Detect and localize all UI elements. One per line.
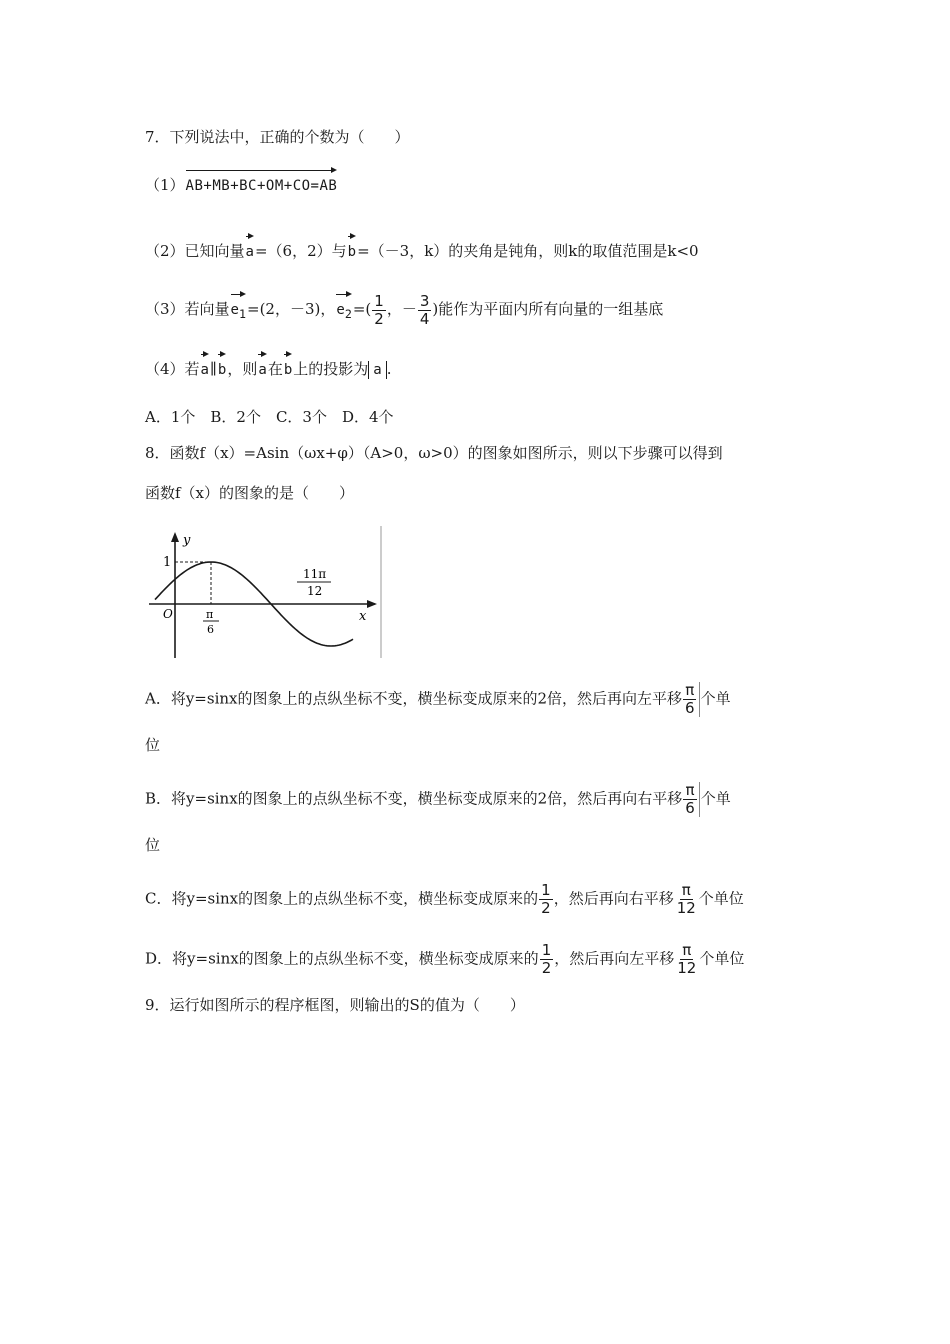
frac-den: 6 — [685, 799, 695, 817]
abs-vector-a: a — [368, 361, 386, 379]
frac-den: 12 — [677, 959, 697, 977]
vector-e2-sub: 2 — [344, 306, 352, 321]
vector-b: b — [348, 234, 356, 263]
q7-s4-end: . — [386, 360, 392, 378]
x-tick1-den: 6 — [207, 623, 214, 636]
fraction-one-half — [540, 942, 554, 977]
x-axis-label: x — [359, 609, 367, 624]
frac-den: 2 — [541, 899, 551, 917]
x-tick2-num: 11π — [303, 567, 327, 581]
vector-a: a — [258, 352, 266, 381]
q8-option-a-wrap: 位 — [145, 736, 161, 754]
x-tick2-den: 12 — [307, 584, 323, 598]
opt-c-mid: ，然后再向右平移 — [553, 889, 674, 908]
frac-den: 12 — [676, 899, 696, 917]
y-axis-arrow — [171, 532, 179, 542]
opt-b-tail: 个单 — [700, 789, 731, 808]
q7-s4-label: （4）若 — [145, 360, 200, 378]
q7-s3-label: （3）若向量 — [145, 300, 230, 318]
fraction-pi-over-12 — [675, 882, 698, 917]
frac-num: 1 — [541, 941, 552, 959]
parallel-symbol: ∥ — [209, 360, 217, 378]
y-axis-label: y — [183, 533, 191, 548]
q7-s1-label: （1） — [145, 176, 185, 194]
q7-stem: 7．下列说法中，正确的个数为（ ） — [145, 128, 410, 146]
opt-c-text: C．将y=sinx的图象上的点纵坐标不变，横坐标变成原来的 — [145, 889, 539, 908]
opt-d-mid: ，然后再向左平移 — [554, 949, 675, 968]
vector-e1 — [231, 292, 246, 325]
opt-a-tail: 个单 — [700, 689, 731, 708]
vector-e1-sub: 1 — [238, 306, 247, 321]
q7-statement-4 — [145, 352, 392, 381]
frac-den: 4 — [419, 309, 430, 328]
q7-s2-mid: =（6，2）与 — [254, 242, 347, 260]
opt-c-tail: 个单位 — [698, 889, 744, 908]
fraction-three-quarters — [418, 293, 432, 328]
q7-s4-mid2: 在 — [267, 360, 283, 378]
vector-e2-letter: e — [336, 302, 345, 318]
q9-stem: 9．运行如图所示的程序框图，则输出的S的值为（ ） — [145, 996, 525, 1014]
q8-option-d — [145, 942, 744, 977]
fraction-one-half — [539, 882, 553, 917]
origin-label: O — [163, 607, 173, 621]
q7-s3-tail: )能作为平面内所有向量的一组基底 — [432, 300, 664, 318]
frac-num: π — [681, 881, 691, 899]
q7-statement-1 — [145, 168, 338, 197]
frac-num: 3 — [419, 291, 430, 310]
q7-s3-comma: ，－ — [386, 300, 417, 318]
q8-stem-line2: 函数f（x）的图象的是（ ） — [145, 484, 355, 502]
q8-option-c — [145, 882, 744, 917]
vector-b: b — [284, 352, 292, 381]
frac-num: 1 — [374, 291, 384, 310]
q7-statement-3 — [145, 292, 663, 328]
opt-d-text: D．将y=sinx的图象上的点纵坐标不变，横坐标变成原来的 — [145, 949, 539, 968]
q7-s4-mid1: ，则 — [227, 360, 258, 378]
opt-d-tail: 个单位 — [699, 949, 745, 968]
fraction-pi-over-6 — [683, 682, 700, 717]
frac-num: π — [682, 941, 692, 959]
vector-a: a — [246, 234, 254, 263]
q7-s4-mid3: 上的投影为 — [293, 360, 369, 378]
frac-den: 6 — [685, 699, 695, 717]
frac-den: 2 — [374, 309, 384, 328]
sine-graph — [145, 522, 385, 662]
fraction-one-half — [372, 293, 386, 328]
fraction-pi-over-12 — [675, 942, 698, 977]
q7-s2-tail: =（－3，k）的夹角是钝角，则k的取值范围是k<0 — [357, 242, 699, 260]
q7-statement-2 — [145, 234, 699, 263]
frac-num: π — [685, 681, 695, 699]
q8-option-b — [145, 782, 731, 817]
q7-s1-vector-formula: AB+MB+BC+OM+CO=AB — [186, 168, 338, 197]
frac-num: 1 — [541, 881, 551, 899]
q8-option-b-wrap: 位 — [145, 836, 161, 854]
frac-num: π — [685, 781, 695, 799]
opt-b-text: B．将y=sinx的图象上的点纵坐标不变，横坐标变成原来的2倍，然后再向右平移 — [145, 789, 683, 808]
q8-option-a — [145, 682, 731, 717]
y-tick-label: 1 — [163, 555, 172, 570]
q8-stem-line1: 8．函数f（x）=Asin（ωx+φ）（A>0，ω>0）的图象如图所示，则以下步骤可以得到 — [145, 444, 723, 462]
frac-den: 2 — [541, 959, 552, 977]
fraction-pi-over-6 — [683, 782, 700, 817]
vector-b: b — [218, 352, 226, 381]
vector-e1-letter: e — [230, 302, 239, 318]
x-tick1-num: π — [206, 608, 214, 621]
vector-e2 — [336, 292, 351, 325]
x-axis-arrow — [367, 600, 377, 608]
vector-e1-value: =(2，－3)， — [247, 300, 336, 318]
q7-s2-label: （2）已知向量 — [145, 242, 245, 260]
vector-a: a — [201, 352, 209, 381]
q7-options: A．1个 B．2个 C．3个 D．4个 — [145, 408, 394, 426]
vector-e2-open: =( — [352, 300, 372, 318]
opt-a-text: A．将y=sinx的图象上的点纵坐标不变，横坐标变成原来的2倍，然后再向左平移 — [145, 689, 683, 708]
